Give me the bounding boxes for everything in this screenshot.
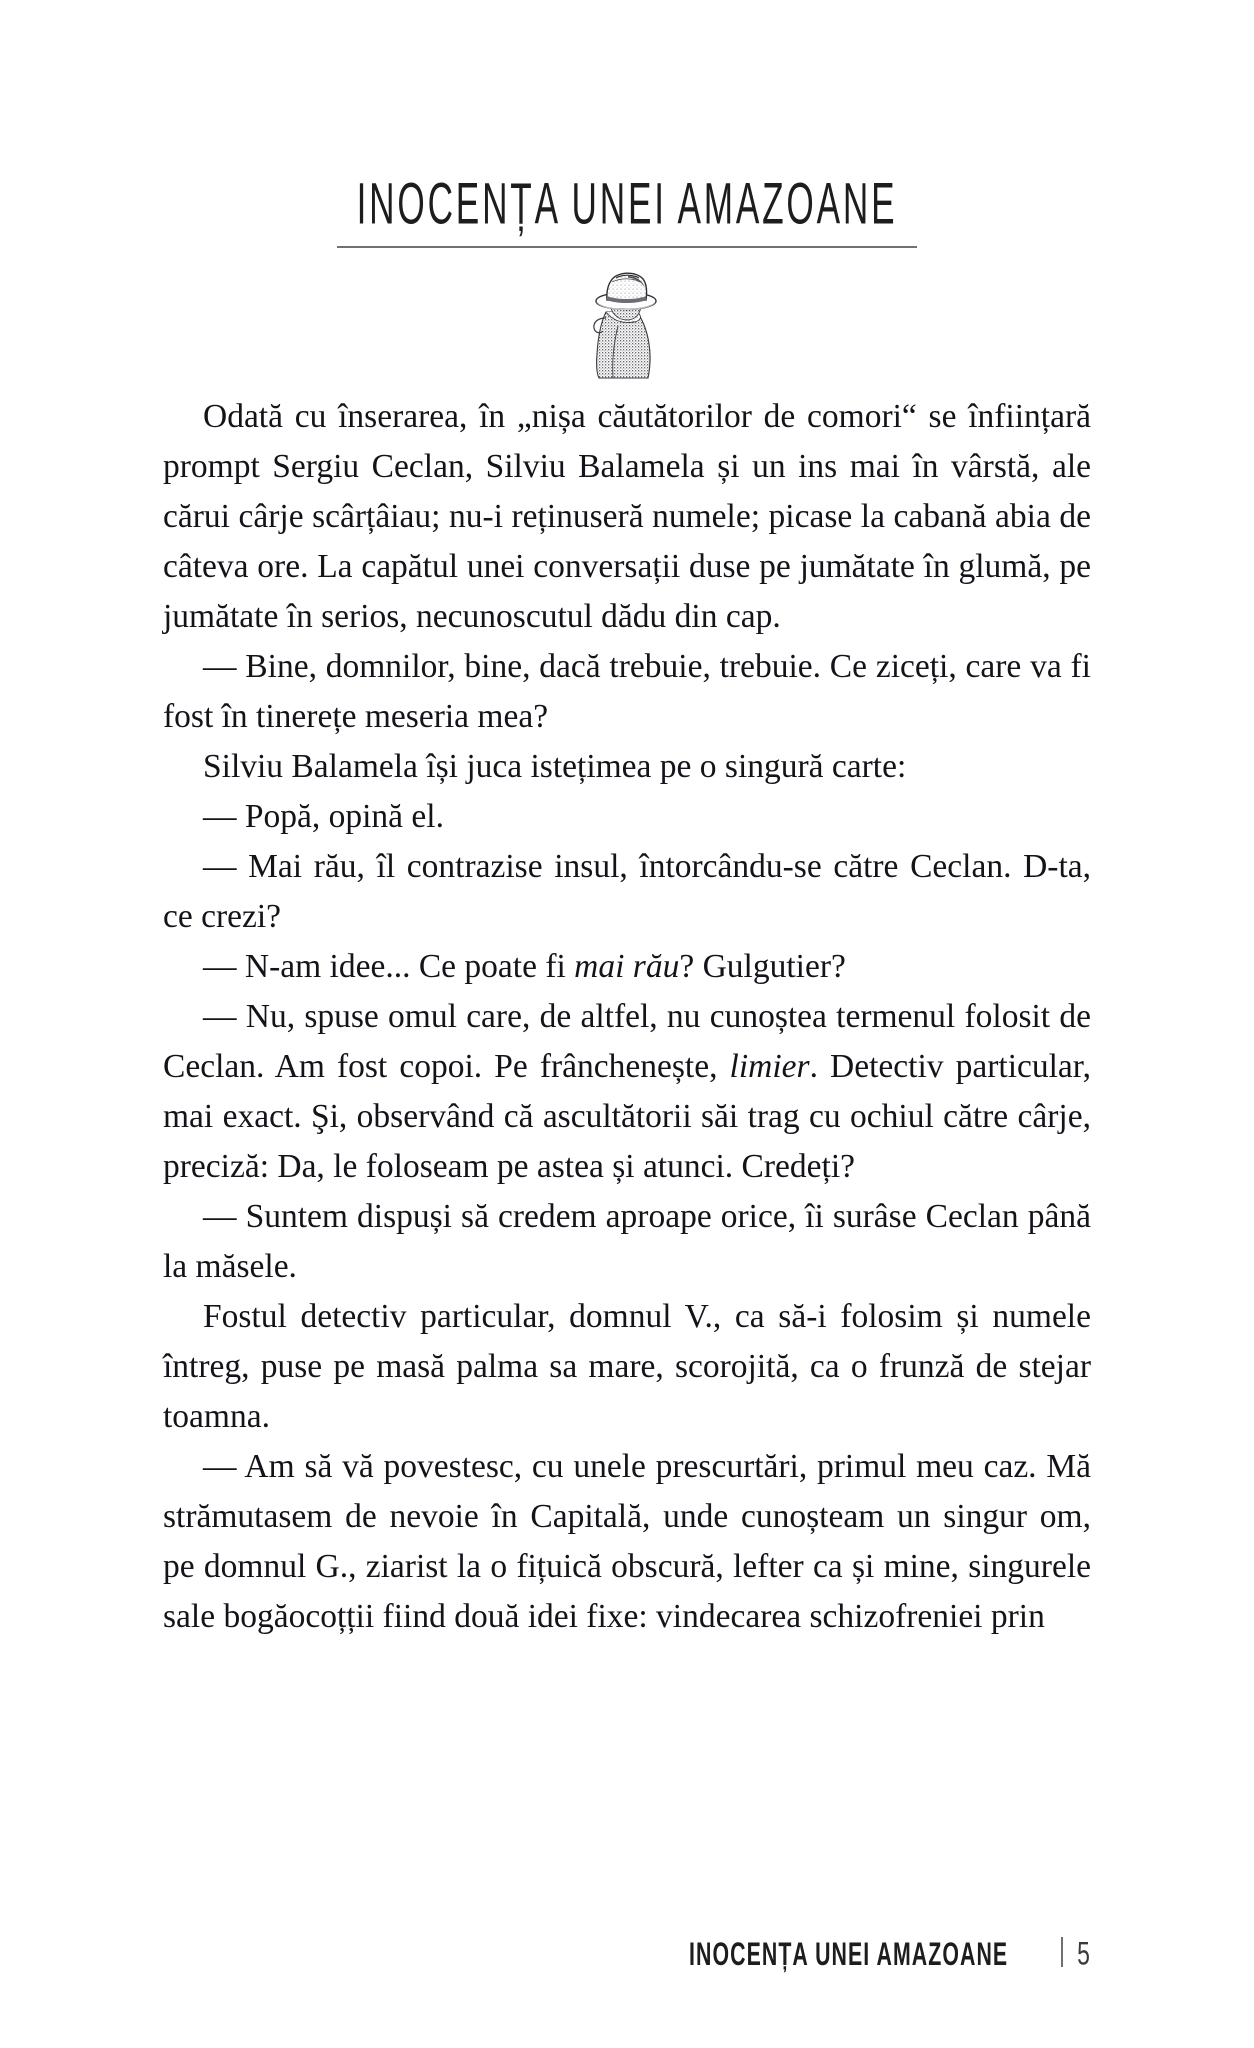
paragraph: — Suntem dispuși să credem aproape orice, îi surâse Ceclan până la măsele. [163, 1198, 1091, 1285]
page-number: 5 [1077, 1935, 1090, 1972]
paragraph: — Mai rău, îl contrazise insul, întorcându-se către Ceclan. D-ta, ce crezi? [163, 848, 1091, 935]
paragraph: Fostul detectiv particular, domnul V., ca să-i folosim și numele întreg, puse pe masă palma sa mare, scorojită, ca o frunză de stejar toamna. [163, 1298, 1091, 1435]
paragraph: — Am să vă povestesc, cu unele prescurtări, primul meu caz. Mă strămutasem de nevoie în Capitală, unde cunoșteam un singur om, pe domnul G., ziarist la o fițuică obscură, lefter ca și mine, singurele sale bogăocoțții fiind două idei fixe: vindecarea schizofreniei prin [163, 1448, 1091, 1635]
paragraph: Odată cu înserarea, în „nișa căutătorilor de comori“ se înființară prompt Sergiu Ceclan, Silviu Balamela și un ins mai în vârstă, ale cărui cârje scârțâiau; nu-i reținuseră numele; picase la cabană abia de câteva ore. La capătul unei conversații duse pe jumătate în glumă, pe jumătate în serios, necunoscutul dădu din cap. [163, 398, 1091, 635]
detective-in-fedora-icon [572, 268, 682, 380]
body-text [163, 392, 1091, 1642]
page-title: INOCENȚA UNEI AMAZOANE [356, 172, 898, 237]
page-footer [654, 1933, 1091, 1973]
chapter-header [0, 172, 1254, 248]
paragraph: — Bine, domnilor, bine, dacă trebuie, trebuie. Ce ziceți, care va fi fost în tinerețe meseria mea? [163, 648, 1091, 735]
header-divider-rule [337, 246, 917, 248]
emphasis-text: mai rău [574, 948, 680, 985]
paragraph: — Popă, opină el. [203, 798, 444, 835]
emphasis-text: limier [729, 1048, 810, 1085]
chapter-ornament [0, 268, 1254, 380]
paragraph: — Nu, spuse omul care, de altfel, nu cunoștea termenul folosit de Ceclan. Am fost copoi. Pe frânchenește, limier. Detectiv particular, mai exact. Şi, observând că ascultătorii săi trag cu ochiul către cârje, preciză: Da, le foloseam pe astea și atunci. Credeți? [163, 998, 1091, 1185]
paragraph: Silviu Balamela își juca istețimea pe o singură carte: [203, 748, 907, 785]
footer-running-title: INOCENȚA UNEI AMAZOANE [689, 1935, 1009, 1973]
paragraph: — N-am idee... Ce poate fi mai rău? Gulgutier? [203, 948, 846, 985]
footer-separator-rule [1061, 1937, 1063, 1967]
